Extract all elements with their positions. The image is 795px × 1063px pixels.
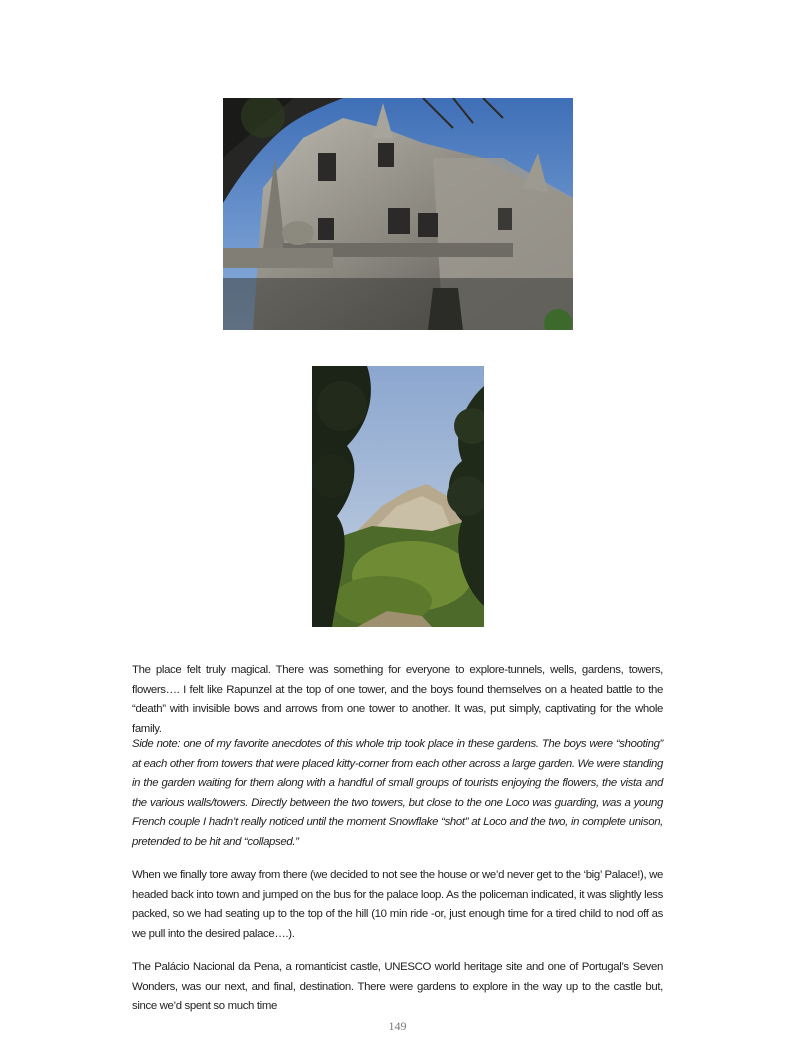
page-number: 149 xyxy=(388,1019,407,1033)
valley-photo xyxy=(312,366,484,627)
valley-photo-image xyxy=(312,366,484,627)
castle-photo-image xyxy=(223,98,573,330)
paragraph: When we finally tore away from there (we decided to not see the house or we’d never get to the ‘big’ Palace!), we headed back into town and jumped on the bus for the palace loop. As the policeman indicated, it was slightly less packed, so we had seating up to the top of the hill (10 min ride -or, just enough time for a tired child to nod off as we pull into the desired palace….). xyxy=(132,869,663,940)
paragraph: The place felt truly magical. There was something for everyone to explore-tunnels, wells, gardens, towers, flowers…. I felt like Rapunzel at the top of one tower, and the boys found themselves on a heated battle to the “death” with invisible bows and arrows from one tower to another. It was, put simply, captivating for the whole family. xyxy=(132,664,663,735)
side-note-paragraph: Side note: one of my favorite anecdotes of this whole trip took place in these gardens. The boys were “shooting” at each other from towers that were placed kitty-corner from each other across a large garden. We were standing in the garden waiting for them along with a handful of small groups of tourists enjoying the flowers, the vista and the various walls/towers. Directly between the two towers, but close to the one Loco was guarding, was a young French couple I hadn’t really noticed until the moment Snowflake “shot” at Loco and the two, in complete unison, pretended to be hit and “collapsed.” xyxy=(132,738,663,848)
castle-photo xyxy=(223,98,573,330)
paragraph: The Palácio Nacional da Pena, a romanticist castle, UNESCO world heritage site and one of Portugal’s Seven Wonders, was our next, and final, destination. There were gardens to explore in the way up to the castle but, since we’d spent so much time xyxy=(132,961,663,1012)
